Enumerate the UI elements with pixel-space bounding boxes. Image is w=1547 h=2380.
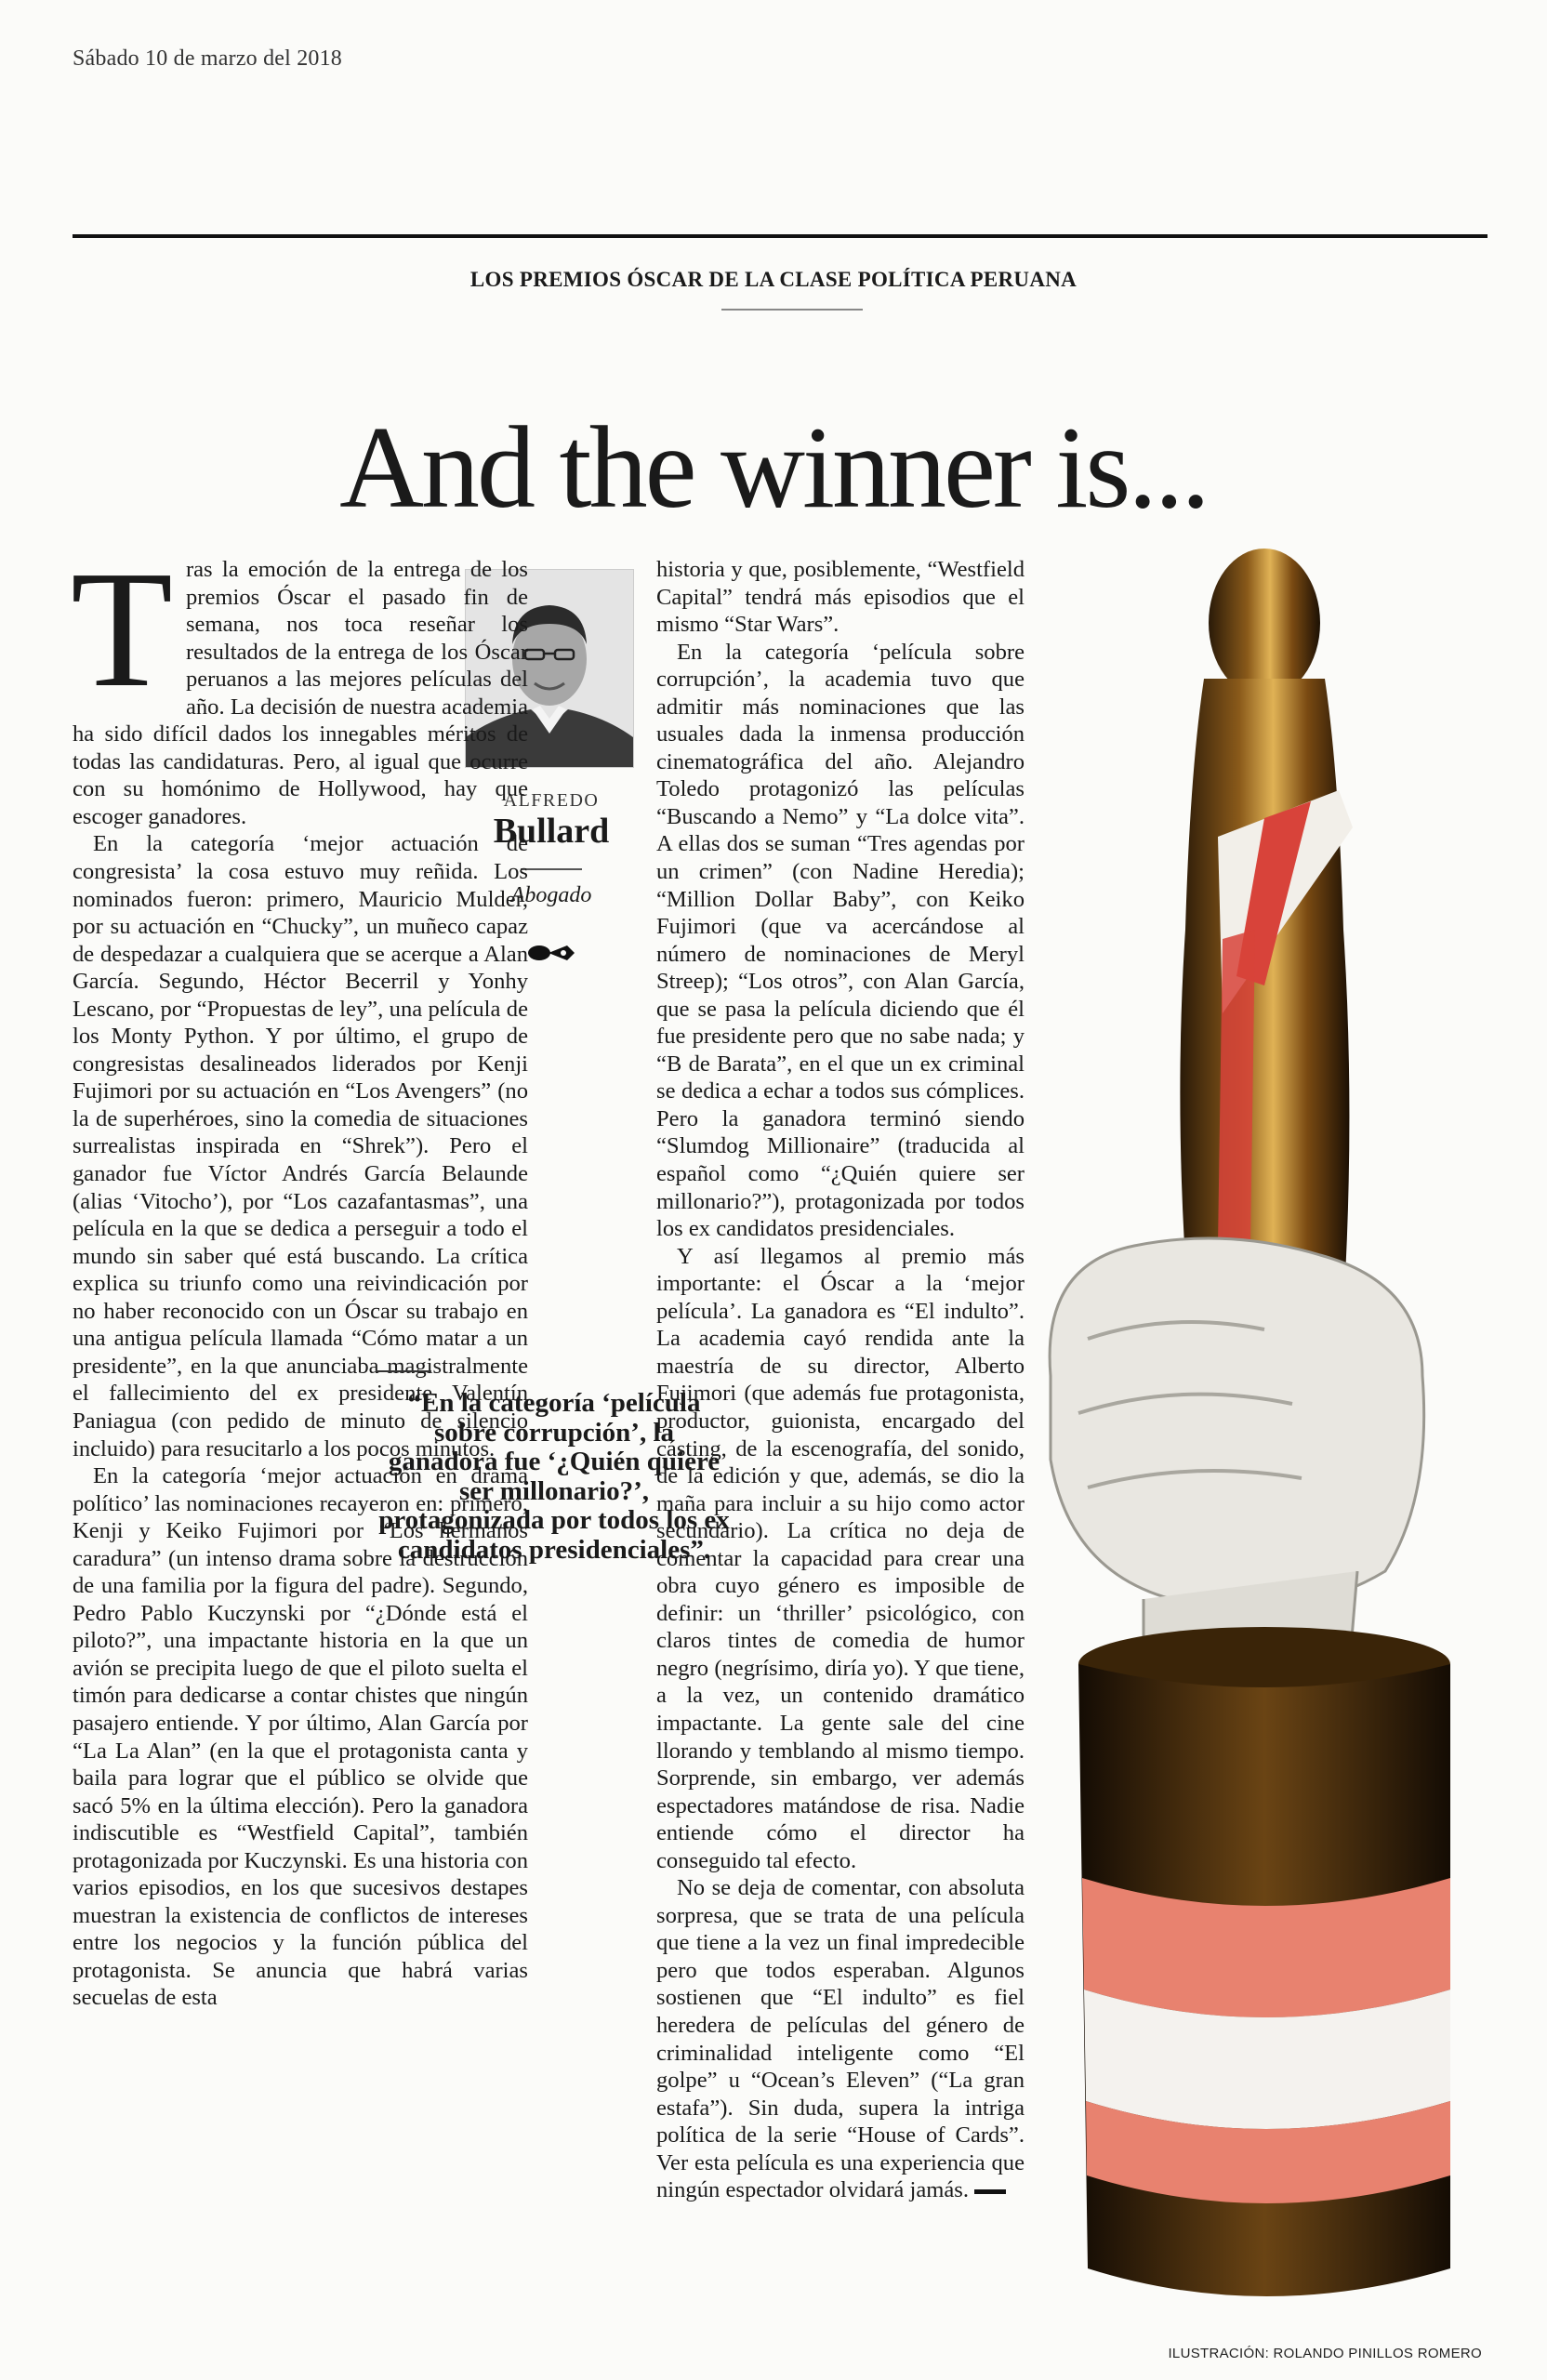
article-column-left bbox=[71, 536, 528, 2012]
fountain-pen-icon bbox=[526, 941, 576, 965]
article-column-right bbox=[656, 556, 1025, 2204]
pull-quote-rule bbox=[376, 1370, 431, 1372]
byline-role: Abogado bbox=[510, 883, 592, 907]
byline-first-name: ALFREDO bbox=[503, 790, 600, 811]
article-paragraph: En la categoría ‘mejor actuación de congresista’ la cosa estuvo muy reñida. Los nominados fueron: primero, Mauricio Mulder, por su actuación en “Chucky”, un muñeco capaz de despedazar a cualquiera que se acerque a Alan García. Segundo, Héctor Becerril y Yonhy Lescano, por “Propuestas de ley”, una película de los Monty Python. Y por último, el grupo de congresistas desalineados liderados por Kenji Fujimori por su actuación en “Los Avengers” (no la de superhéroes, sino la comedia de situaciones surrealistas inspirada en “Shrek”). Pero el ganador fue Víctor Andrés García Belaunde (alias ‘Vitocho’), por “Los cazafantasmas”, una película en la que se dedica a perseguir a todo el mundo sin saber qué está buscando. La crítica explica su triunfo como una reivindicación por no haber reconocido con un Óscar su trabajo en una antigua película llamada “Cómo matar a un presidente”, en la que anunciaba magistralmente el fallecimiento del ex presidente Valentín Paniagua (con pedido de minuto de silencio incluido) para resucitarlo a los pocos minutos. bbox=[73, 831, 528, 1461]
illustration-credit: ILUSTRACIÓN: ROLANDO PINILLOS ROMERO bbox=[1168, 2346, 1482, 2361]
article-paragraph: historia y que, posiblemente, “Westfield Capital” tendrá más episodios que el mismo “Star Wars”. bbox=[656, 557, 1025, 638]
article-paragraph: En la categoría ‘mejor actuación en drama político’ las nominaciones recayeron en: primero, Kenji y Keiko Fujimori por “Los hermanos caradura” (un intenso drama sobre la destrucción de una familia por la figura del padre). Segundo, Pedro Pablo Kuczynski por “¿Dónde está el piloto?”, una impactante historia en la que un avión se precipita luego de que el piloto suelta el timón para dedicarse a contar chistes que ningún pasajero entiende. Y por último, Alan García por “La La Alan” (en la que el protagonista canta y baila para lograr que el público se olvide que sacó 5% en la última elección). Pero la ganadora indiscutible es “Westfield Capital”, también protagonizada por Kuczynski. Es una historia con varios episodios, en los que sucesivos destapes muestran la existencia de conflictos de intereses entre los negocios y la función pública del protagonista. Se anuncia que habrá varias secuelas de esta bbox=[73, 1463, 528, 2011]
oscar-statuette-illustration bbox=[985, 539, 1506, 2334]
article-paragraph: En la categoría ‘película sobre corrupción’, la academia tuvo que admitir más nominaciones que las usuales dada la inmensa producción cinematográfica del año. Alejandro Toledo protagonizó las películas “Buscando a Nemo” y “La dolce vita”. A ellas dos se suman “Tres agendas por un crimen” (con Nadine Heredia); “Million Dollar Baby”, con Keiko Fujimori (que va acercándose al número de nominaciones de Meryl Streep); “Los otros”, con Alan García, que se pasa la película diciendo que él fue presidente pero que no sabe nada; y “B de Barata”, en el que un ex criminal se dedica a echar a todos sus cómplices. Pero la ganadora terminó siendo “Slumdog Millionaire” (traducida al español como “¿Quién quiere ser millonario?”), protagonizada por todos los ex candidatos presidenciales. bbox=[656, 639, 1025, 1242]
article-paragraph-text: No se deja de comentar, con absoluta sorpresa, que se trata de una película que tiene a la vez un final impredecible pero que todos esperaban. Algunos sostienen que “El indulto” es fiel heredera de películas del género de criminalidad inteligente como “El golpe” u “Ocean’s Eleven” (“La gran estafa”). Sin duda, supera la intriga política de la serie “House of Cards”. Ver esta película es una experiencia que ningún espectador olvidará jamás. bbox=[656, 1875, 1025, 2203]
pull-quote: “En la categoría ‘película sobre corrupción’, la ganadora fue ‘¿Quién quiere ser millonario?’, protagonizada por todos los ex candidatos presidenciales”. bbox=[378, 1388, 730, 1565]
top-rule bbox=[73, 234, 1488, 238]
section-kicker: LOS PREMIOS ÓSCAR DE LA CLASE POLÍTICA PERUANA bbox=[469, 268, 1078, 291]
article-paragraph bbox=[656, 1874, 1025, 2204]
kicker-rule bbox=[721, 309, 863, 311]
headline: And the winner is... bbox=[339, 403, 1208, 534]
drop-cap: T bbox=[71, 536, 173, 721]
article-paragraph: Y así llegamos al premio más importante: el Óscar a la ‘mejor película’. La ganadora es “El indulto”. La academia cayó rendida ante la maestría de su director, Alberto Fujimori (que además fue protagonista, productor, guionista, encargado del cásting, de la escenografía, del sonido, de la edición y que, además, se dio la maña para incluir a su hijo como actor secundario). La crítica no deja de comentar la capacidad para crear una obra cuyo género es imposible de definir: un ‘thriller’ psicológico, con claros tintes de comedia de humor negro (negrísimo, diría yo). Y que tiene, a la vez, un contenido dramático impactante. La gente sale del cine llorando y temblando al mismo tiempo. Sorprende, sin embargo, ver además espectadores matándose de risa. Nadie entiende cómo el director ha conseguido tal efecto. bbox=[656, 1243, 1025, 1873]
dateline: Sábado 10 de marzo del 2018 bbox=[73, 46, 342, 71]
byline-last-name: Bullard bbox=[493, 812, 610, 851]
article-paragraph: ras la emoción de la entrega de los premios Óscar el pasado fin de semana, nos toca reseñar los resultados de la entrega de los Óscar peruanos a las mejores películas del año. La decisión de nuestra academia ha sido difícil dados los innegables méritos de todas las candidaturas. Pero, al igual que ocurre con su homónimo de Hollywood, hay que escoger ganadores. bbox=[73, 557, 528, 829]
byline-rule bbox=[521, 868, 582, 870]
